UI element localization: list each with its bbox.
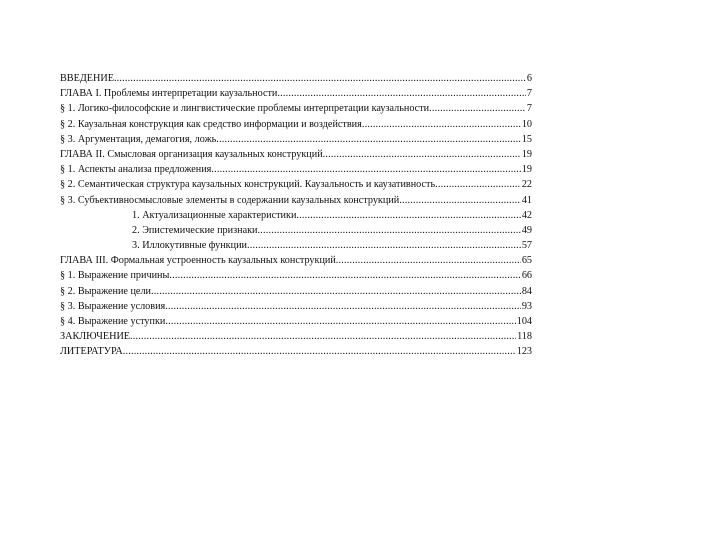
toc-entry (60, 101, 532, 116)
toc-subentry (60, 223, 532, 238)
toc-entry-title: § 2. Выражение цели (60, 285, 151, 297)
toc-entry (60, 71, 532, 86)
dot-leader (399, 193, 521, 208)
toc-entry-title: 3. Иллокутивные функции (132, 240, 247, 252)
toc-entry-page: 104 (516, 316, 532, 327)
dot-leader (169, 268, 520, 283)
toc-entry-page: 57 (521, 240, 532, 252)
dot-leader (216, 132, 521, 147)
toc-entry (60, 193, 532, 208)
toc-entry-title: § 3. Выражение условия (60, 300, 166, 312)
dot-leader (429, 101, 526, 116)
toc-entry (60, 86, 532, 101)
toc-entry-title: 2. Эпистемические признаки (132, 224, 258, 236)
dot-leader (336, 253, 521, 268)
toc-entry-page: 41 (521, 194, 532, 206)
dot-leader (277, 86, 526, 101)
dot-leader (130, 329, 516, 344)
toc-entry-page: 123 (516, 346, 532, 358)
toc-entry-title: ГЛАВА II. Смысловая организация каузальных конструкций (60, 148, 323, 160)
toc-entry-page: 19 (521, 164, 532, 176)
toc-entry-title: § 1. Выражение причины (60, 270, 170, 282)
dot-leader (323, 147, 521, 162)
toc-entry (60, 299, 532, 314)
toc-entry-title: ГЛАВА III. Формальная устроенность каузальных конструкций (60, 255, 336, 267)
toc-entry-title: § 2. Каузальная конструкция как средство информации и воздействия (60, 118, 362, 130)
toc-entry-page: 6 (526, 73, 532, 84)
dot-leader (258, 223, 521, 238)
toc-entry-page: 7 (526, 103, 532, 115)
toc-entry (60, 117, 532, 132)
toc-entry (60, 132, 532, 147)
toc-entry (60, 284, 532, 299)
dot-leader (362, 117, 521, 132)
toc-entry (60, 344, 532, 359)
toc-entry (60, 162, 532, 177)
toc-entry-title: § 1. Аспекты анализа предложения (60, 164, 212, 176)
toc-entry-title: ГЛАВА I. Проблемы интерпретации каузальности (60, 88, 278, 100)
toc-entry-page: 49 (521, 224, 532, 236)
dot-leader (165, 314, 515, 329)
dot-leader (114, 71, 526, 86)
toc-entry (60, 177, 532, 192)
toc-entry-page: 7 (526, 88, 532, 100)
dot-leader (211, 162, 520, 177)
toc-entry-title: § 3. Субъективносмысловые элементы в содержании каузальных конструкций (60, 194, 400, 206)
toc-entry-page: 42 (521, 209, 532, 221)
toc-entry-page: 22 (521, 179, 532, 191)
toc-entry (60, 147, 532, 162)
toc-entry-page: 93 (521, 300, 532, 312)
toc-entry-page: 84 (521, 285, 532, 297)
toc-entry-page: 10 (521, 118, 532, 130)
toc-entry-page: 66 (521, 270, 532, 282)
toc-entry-page: 19 (521, 148, 532, 160)
dot-leader (123, 344, 516, 359)
dot-leader (247, 238, 521, 253)
toc-entry (60, 314, 532, 329)
toc-entry-page: 15 (521, 133, 532, 145)
toc-entry-page: 65 (521, 255, 532, 267)
toc-subentry (60, 208, 532, 223)
toc-subentry (60, 238, 532, 253)
dot-leader (296, 208, 520, 223)
toc-entry-page: 118 (517, 331, 532, 343)
toc-entry-title: ЛИТЕРАТУРА (60, 346, 123, 358)
toc-entry-title: ЗАКЛЮЧЕНИЕ (60, 331, 131, 343)
dot-leader (151, 284, 521, 299)
toc-entry-title: ВВЕДЕНИЕ (60, 73, 114, 84)
toc-entry (60, 253, 532, 268)
table-of-contents (60, 71, 532, 360)
toc-entry (60, 329, 532, 344)
dot-leader (435, 177, 521, 192)
toc-entry-title: § 3. Аргументация, демагогия, ложь (60, 133, 217, 145)
toc-entry (60, 268, 532, 283)
toc-entry-title: § 2. Семантическая структура каузальных конструкций. Каузальность и каузативность (60, 179, 436, 191)
toc-entry-title: § 4. Выражение уступки (60, 316, 166, 327)
toc-entry-title: 1. Актуализационные характеристики (132, 209, 297, 221)
toc-entry-title: § 1. Логико-философские и лингвистические проблемы интерпретации каузальности (60, 103, 430, 115)
dot-leader (165, 299, 521, 314)
